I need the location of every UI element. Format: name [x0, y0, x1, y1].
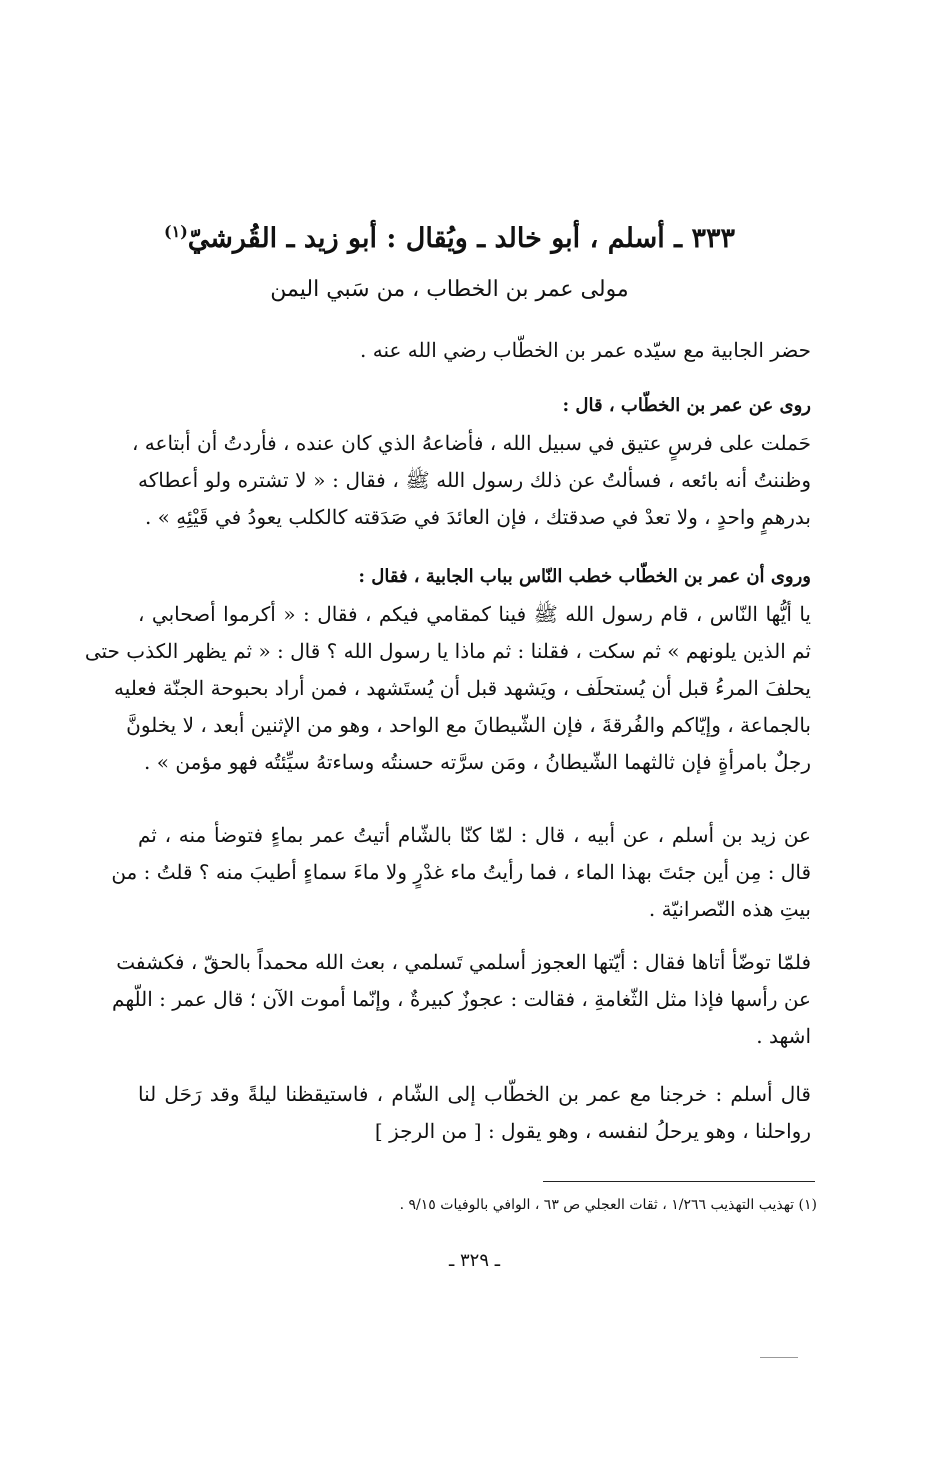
text-line: بدرهمٍ واحدٍ ، ولا تعدْ في صدقتك ، فإن العائدَ في صَدَقته كالكلب يعودُ في قَيْئِهِ » . [144, 505, 811, 529]
footnote: (١) تهذيب التهذيب ١/٢٦٦ ، ثقات العجلي ص ٦٣ ، الوافي بالوفيات ٩/١٥ . [399, 1197, 817, 1213]
text-line: رجلٌ بامرأةٍ فإن ثالثهما الشّيطانُ ، ومَن سرَّته حسنتُه وساءتهُ سيِّئتُه فهو مؤمن » . [144, 750, 811, 774]
entry-title [140, 222, 759, 254]
footnote-marker: (١) [164, 222, 188, 241]
entry-subtitle: مولى عمر بن الخطاب ، من سَبي اليمن [270, 277, 629, 302]
text-line: يا أيُّها النّاس ، قام رسول الله ﷺ فينا كمقامي فيكم ، فقال : « أكرموا أصحابي ، [138, 602, 811, 626]
text-line: بالجماعة ، وإيّاكم والفُرقةَ ، فإن الشّيطانَ مع الواحد ، وهو من الإثنين أبعد ، لا يخلونَّ [126, 713, 811, 737]
text-line: قال : مِن أين جئتَ بهذا الماء ، فما رأيتُ ماء غدْرٍ ولا ماءَ سماءٍ أطيبَ منه ؟ قلتُ : من [111, 860, 811, 884]
paragraph-1: حضر الجابية مع سيّده عمر بن الخطّاب رضي الله عنه . [360, 338, 811, 362]
page-number: ـ ٣٢٩ ـ [448, 1250, 500, 1271]
paragraph-2 [131, 425, 811, 536]
narration-intro-2: وروى أن عمر بن الخطّاب خطب النّاس بباب الجابية ، فقال : [358, 566, 811, 587]
paragraph-3 [84, 596, 811, 781]
text-line: حَملت على فرسٍ عتيق في سبيل الله ، فأضاعهُ الذي كان عنده ، فأردتُ أن أبتاعه ، [131, 431, 811, 455]
paragraph-6 [138, 1076, 811, 1150]
text-line: قال أسلم : خرجنا مع عمر بن الخطّاب إلى الشّام ، فاستيقظنا ليلةً وقد رَحَل لنا [138, 1082, 811, 1106]
text-line: اشهد . [756, 1024, 811, 1048]
text-line: فلمّا توضّأ أتاها فقال : أيّتها العجوز أسلمي تَسلمي ، بعث الله محمداً بالحقّ ، فكشفت [116, 950, 811, 974]
text-line: يحلفَ المرءُ قبل أن يُستحلَف ، ويَشهد قبل أن يُستَشهد ، فمن أراد بحبوحة الجنّة فعليه [113, 676, 811, 700]
footnote-separator [543, 1181, 815, 1182]
text-line: رواحلنا ، وهو يرحلُ لنفسه ، وهو يقول : [ من الرجز ] [374, 1119, 811, 1143]
text-line: ثم الذين يلونهم » ثم سكت ، فقلنا : ثم ماذا يا رسول الله ؟ قال : « ثم يظهر الكذب حتى [84, 639, 811, 663]
paragraph-5 [112, 944, 811, 1055]
text-line: عن زيد بن أسلم ، عن أبيه ، قال : لمّا كنّا بالشّام أتيتُ عمر بماءٍ فتوضأ منه ، ثم [138, 823, 811, 847]
text-line: عن رأسها فإذا مثل الثّغامةِ ، فقالت : عجوزٌ كبيرةٌ ، وإنّما أموت الآن ؛ قال عمر : اللّهم [112, 987, 811, 1011]
text-line: بيتِ هذه النّصرانيّة . [648, 897, 811, 921]
paragraph-4 [111, 817, 811, 928]
text-line: وظننتُ أنه بائعه ، فسألتُ عن ذلك رسول الله ﷺ ، فقال : « لا تشتره ولو أعطاكه [138, 468, 811, 492]
scan-artifact-line [760, 1357, 798, 1358]
narration-intro-1: روى عن عمر بن الخطّاب ، قال : [562, 395, 811, 416]
entry-title-text: ٣٣٣ ـ أسلم ، أبو خالد ـ ويُقال : أبو زيد ـ القُرشيّ [187, 223, 735, 254]
